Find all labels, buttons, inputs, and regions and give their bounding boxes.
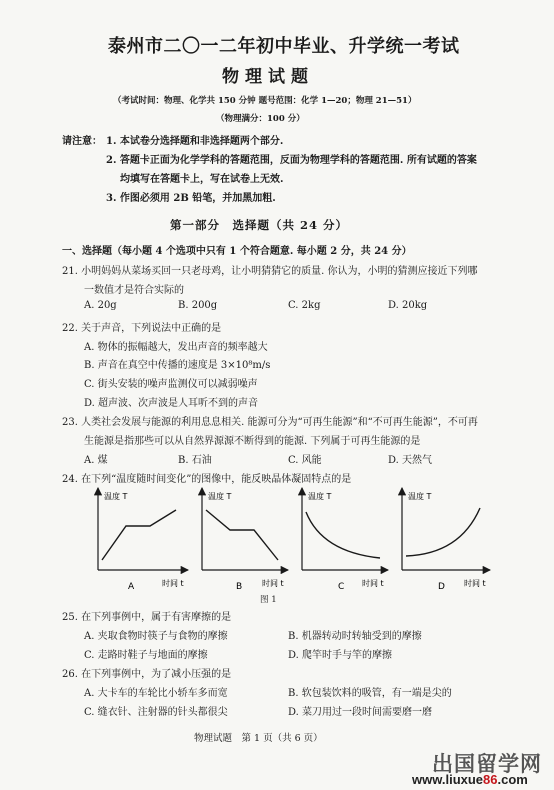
q23-option-b: B. 石油 (178, 455, 212, 466)
q25-option-c: C. 走路时鞋子与地面的摩擦 (84, 650, 208, 661)
q21-option-b: B. 200g (178, 300, 218, 311)
graph-d-y-label: 温度 T (408, 492, 432, 501)
q22-option-b: B. 声音在真空中传播的速度是 3×10⁸m/s (84, 360, 271, 371)
page-footer: 物理试题 第 1 页（共 6 页） (194, 733, 323, 744)
question-26: 26. 在下列事例中，为了减小压强的是 (62, 669, 232, 680)
graph-c (302, 488, 388, 592)
graph-d (402, 488, 490, 592)
question-22: 22. 关于声音，下列说法中正确的是 (62, 323, 222, 334)
watermark-url-prefix: www.liuxue (412, 772, 484, 787)
graph-a (98, 488, 188, 592)
q23-option-d: D. 天然气 (388, 455, 433, 466)
watermark-url (412, 772, 528, 787)
q21-option-c: C. 2kg (288, 300, 321, 311)
exam-subject: 物理试题 (222, 67, 314, 87)
q25-option-b: B. 机器转动时转轴受到的摩擦 (288, 631, 422, 642)
graph-d-label: D (438, 582, 445, 592)
notice-item-3: 3. 作图必须用 2B 铅笔，并加黑加粗. (106, 193, 276, 204)
q23-option-c: C. 风能 (288, 455, 322, 466)
figure-1-graphs (84, 486, 494, 596)
section-title: 第一部分 选择题（共 24 分） (170, 218, 349, 232)
graph-b-curve (206, 510, 278, 560)
graph-a-x-label: 时间 t (162, 579, 184, 588)
question-21: 21. 小明妈妈从菜场买回一只老母鸡，让小明猜猜它的质量. 你认为，小明的猜测应接近下列哪 (62, 266, 478, 277)
graph-a-label: A (128, 582, 135, 592)
graph-c-curve (306, 512, 380, 558)
graph-c-y-label: 温度 T (308, 492, 332, 501)
q26-option-b: B. 软包装饮料的吸管，有一端是尖的 (288, 688, 452, 699)
question-23: 23. 人类社会发展与能源的利用息息相关. 能源可分为“可再生能源”和“不可再生能源”，不可再 (62, 417, 478, 428)
watermark-site-name: 出国留学网 (432, 752, 542, 776)
q26-option-c: C. 缝衣针、注射器的针头都很尖 (84, 707, 228, 718)
graph-d-curve (406, 508, 480, 556)
section-instruction: 一、选择题（每小题 4 个选项中只有 1 个符合题意. 每小题 2 分，共 24 分） (62, 246, 412, 257)
watermark-url-num: 86 (483, 772, 498, 787)
q22-option-c: C. 街头安装的噪声监测仪可以减弱噪声 (84, 379, 258, 390)
notice-item-2: 2. 答题卡正面为化学学科的答题范围，反面为物理学科的答题范围. 所有试题的答案 (106, 155, 477, 166)
q22-option-a: A. 物体的振幅越大，发出声音的频率越大 (84, 342, 268, 353)
graph-b-x-label: 时间 t (262, 579, 284, 588)
question-21-cont: 一数值才是符合实际的 (84, 285, 184, 296)
graph-d-x-label: 时间 t (464, 579, 486, 588)
graph-c-label: C (338, 582, 345, 592)
notice-item-2-cont: 均填写在答题卡上，写在试卷上无效. (120, 174, 284, 185)
score-info: （物理满分：100 分） (216, 114, 305, 124)
exam-title: 泰州市二〇一二年初中毕业、升学统一考试 (108, 36, 460, 57)
graph-c-x-label: 时间 t (362, 579, 384, 588)
figure-caption: 图 1 (260, 595, 277, 605)
graph-b-y-label: 温度 T (208, 492, 232, 501)
q21-option-a: A. 20g (84, 300, 117, 311)
q25-option-d: D. 爬竿时手与竿的摩擦 (288, 650, 393, 661)
question-23-cont: 生能源是指那些可以从自然界源源不断得到的能源. 下列属于可再生能源的是 (84, 436, 421, 447)
q26-option-a: A. 大卡车的车轮比小轿车多而宽 (84, 688, 228, 699)
graph-a-curve (102, 510, 176, 560)
exam-time-info: （考试时间：物理、化学共 150 分钟 题号范围：化学 1—20；物理 21—51） (113, 96, 417, 106)
question-24: 24. 在下列“温度随时间变化”的图像中，能反映晶体凝固特点的是 (62, 474, 352, 485)
notice-item-1: 1. 本试卷分选择题和非选择题两个部分. (106, 136, 284, 147)
notice-label: 请注意： (62, 136, 102, 147)
q25-option-a: A. 夹取食物时筷子与食物的摩擦 (84, 631, 228, 642)
q21-option-d: D. 20kg (388, 300, 428, 311)
watermark-url-suffix: .com (497, 772, 528, 787)
q23-option-a: A. 煤 (84, 455, 108, 466)
q22-option-d: D. 超声波、次声波是人耳听不到的声音 (84, 398, 259, 409)
graph-b-label: B (236, 582, 243, 592)
question-25: 25. 在下列事例中，属于有害摩擦的是 (62, 612, 232, 623)
graph-b (202, 488, 288, 592)
graph-a-y-label: 温度 T (104, 492, 128, 501)
q26-option-d: D. 菜刀用过一段时间需要磨一磨 (288, 707, 433, 718)
